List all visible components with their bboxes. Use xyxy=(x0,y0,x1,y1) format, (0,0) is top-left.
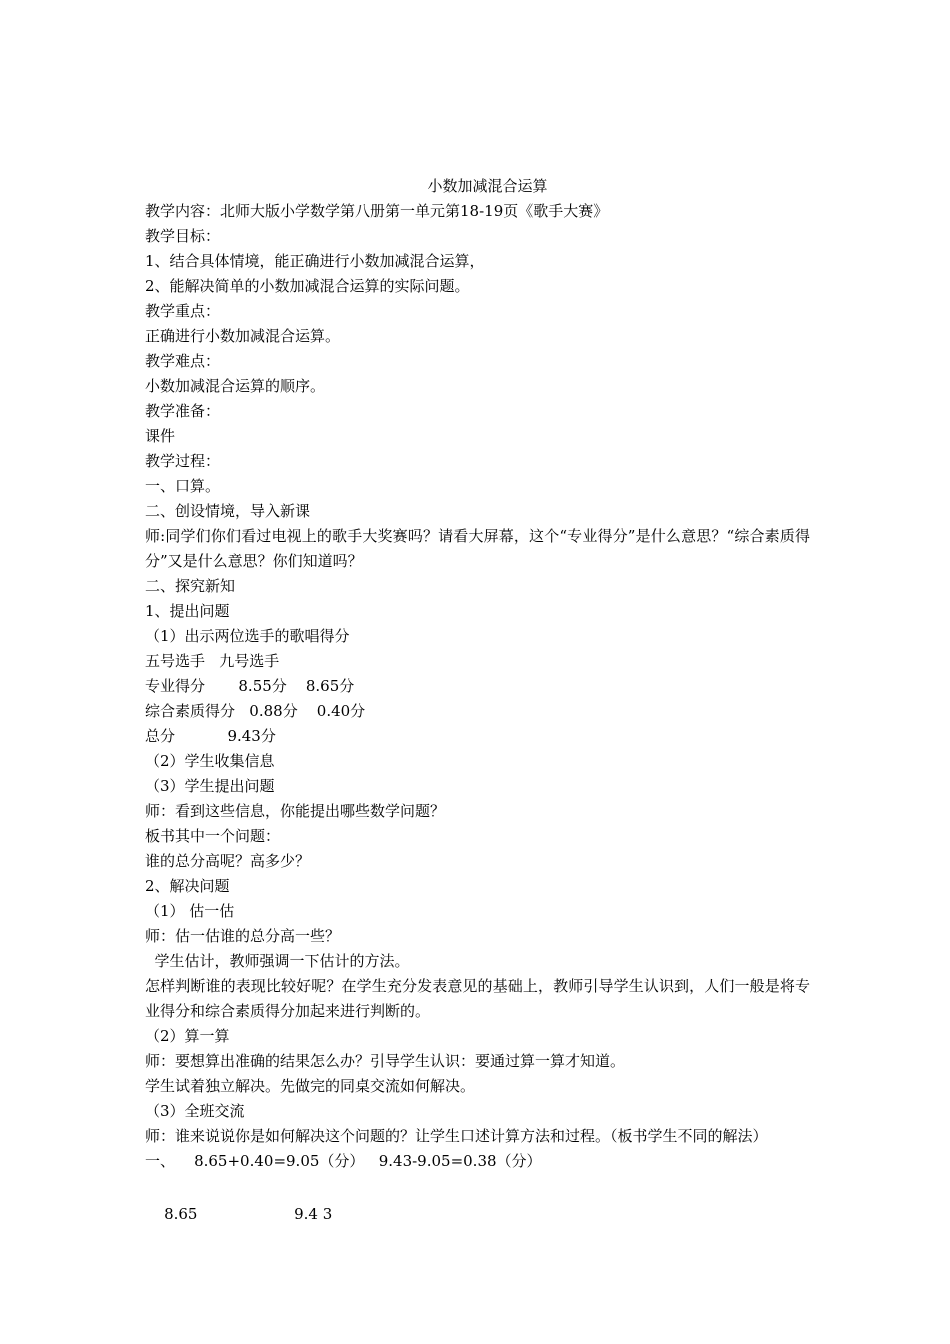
vertical-calc-left: 8.65 xyxy=(164,1205,198,1223)
vertical-calc-line xyxy=(145,1177,810,1223)
score-header-line: 五号选手 九号选手 xyxy=(145,652,280,670)
text-line: 谁的总分高呢？高多少？ xyxy=(145,852,311,870)
text-line: （1） 估一估 xyxy=(145,902,235,920)
text-line: 学生试着独立解决。先做完的同桌交流如何解决。 xyxy=(145,1077,476,1095)
text-line: 二、创设情境，导入新课 xyxy=(145,502,311,520)
text-line: 师：看到这些信息，你能提出哪些数学问题？ xyxy=(145,802,446,820)
text-line: 一、口算。 xyxy=(145,477,221,495)
text-paragraph: 师:同学们你们看过电视上的歌手大奖赛吗？请看大屏幕，这个“专业得分”是什么意思？“综合素质得分”又是什么意思？你们知道吗？ xyxy=(145,527,810,570)
text-line: （3）全班交流 xyxy=(145,1102,245,1120)
text-line: 课件 xyxy=(145,427,176,445)
score-line: 综合素质得分 0.88分 0.40分 xyxy=(145,702,366,720)
text-line: 1、提出问题 xyxy=(145,602,230,620)
text-line: （2）算一算 xyxy=(145,1027,230,1045)
text-line: 教学目标： xyxy=(145,227,221,245)
score-line: 总分 9.43分 xyxy=(145,727,276,745)
score-line: 专业得分 8.55分 8.65分 xyxy=(145,677,355,695)
text-line: 师：要想算出准确的结果怎么办？引导学生认识：要通过算一算才知道。 xyxy=(145,1052,626,1070)
text-line: 教学难点： xyxy=(145,352,221,370)
text-line: 教学内容：北师大版小学数学第八册第一单元第18-19页《歌手大赛》 xyxy=(145,202,609,220)
text-line: （2）学生收集信息 xyxy=(145,752,275,770)
vertical-calc-right: 9.4 3 xyxy=(294,1205,333,1223)
text-line: 学生估计，教师强调一下估计的方法。 xyxy=(145,952,410,970)
text-line: 2、解决问题 xyxy=(145,877,230,895)
text-line: 教学过程： xyxy=(145,452,221,470)
text-line: 2、能解决简单的小数加减混合运算的实际问题。 xyxy=(145,277,470,295)
text-line: 二、探究新知 xyxy=(145,577,236,595)
text-line: 师：估一估谁的总分高一些？ xyxy=(145,927,341,945)
text-line: （1）出示两位选手的歌唱得分 xyxy=(145,627,350,645)
text-paragraph: 师：谁来说说你是如何解决这个问题的？让学生口述计算方法和过程。（板书学生不同的解法） xyxy=(145,1127,768,1145)
text-line: 正确进行小数加减混合运算。 xyxy=(145,327,341,345)
text-paragraph: 怎样判断谁的表现比较好呢？在学生充分发表意见的基础上，教师引导学生认识到，人们一般是将专业得分和综合素质得分加起来进行判断的。 xyxy=(145,977,810,1020)
text-line: 教学重点： xyxy=(145,302,221,320)
text-line: 教学准备： xyxy=(145,402,221,420)
text-line: 板书其中一个问题： xyxy=(145,827,281,845)
text-line: 1、结合具体情境，能正确进行小数加减混合运算， xyxy=(145,252,485,270)
text-line: 小数加减混合运算的顺序。 xyxy=(145,377,326,395)
document-title: 小数加减混合运算 xyxy=(427,177,548,195)
text-line: （3）学生提出问题 xyxy=(145,777,275,795)
equation-line: 一、 8.65+0.40=9.05（分） 9.43-9.05=0.38（分） xyxy=(145,1152,542,1170)
document-page xyxy=(145,174,810,1223)
